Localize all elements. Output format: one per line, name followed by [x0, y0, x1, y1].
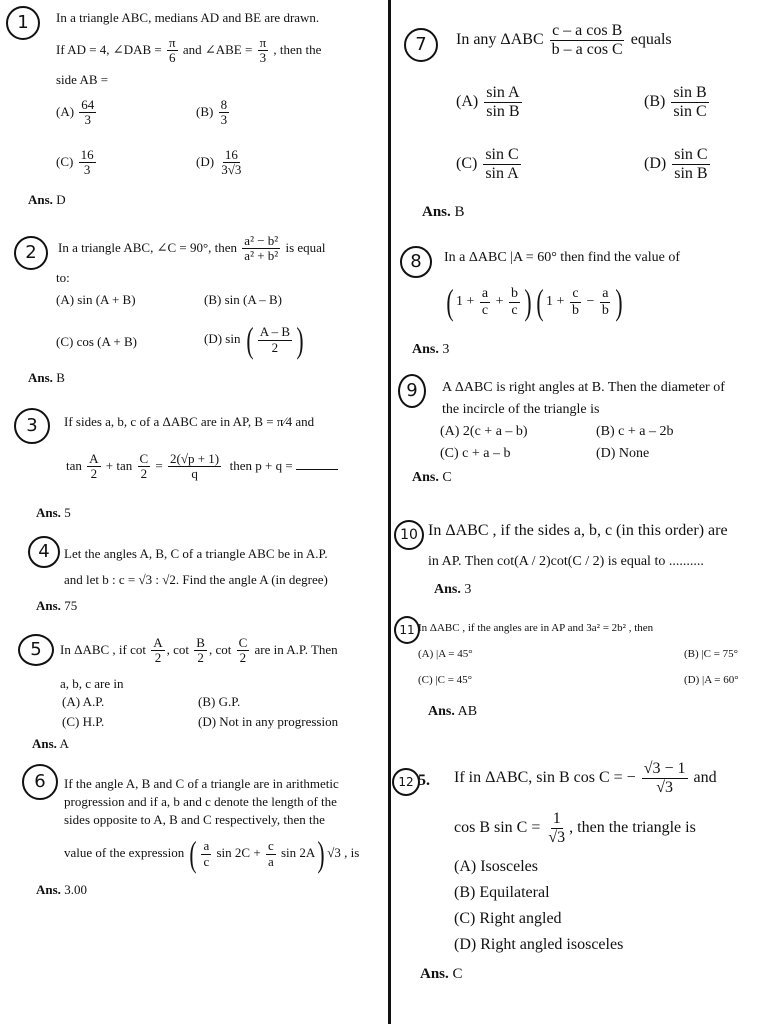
question-number-badge: 4: [28, 536, 60, 568]
option-c: (C) $\frac{16}{3}$: [56, 147, 94, 178]
question-number-badge: 7: [404, 28, 438, 62]
option-b: (B) G.P.: [198, 694, 241, 709]
option-a: (A) $\frac{\text{sin A}}{\text{sin B}}$: [456, 84, 520, 120]
question-number-badge: 6: [22, 764, 58, 800]
option-c: (C) cos (A + B): [56, 334, 137, 349]
question-text: value of the expression ( $\frac{a}{c}$ sin 2C + $\frac{c}{a}$ sin 2A) √3 , is: [64, 834, 360, 874]
answer: Ans. 3.00: [36, 882, 87, 897]
question-text: a, b, c are in: [60, 676, 124, 691]
option-a: (A) sin (A + B): [56, 292, 136, 307]
answer: Ans. D: [28, 192, 66, 207]
option-b: (B) sin (A – B): [204, 292, 282, 307]
question-text: In a triangle ABC, medians AD and BE are drawn.: [56, 10, 320, 25]
option-d: (D) Not in any progression: [198, 714, 339, 729]
answer: Ans. C: [420, 966, 463, 982]
option-c: (C) Right angled: [454, 910, 562, 927]
option-b: (B) |C = 75°: [684, 648, 739, 660]
question-number-badge: 11: [394, 616, 420, 644]
answer: Ans. AB: [428, 704, 478, 719]
question-text: If sides a, b, c of a ΔABC are in AP, B = π⁄4 and: [64, 414, 315, 429]
question-text: cos B sin C = $\frac{1}{√3}$ , then the triangle is: [454, 810, 696, 846]
answer: Ans. 3: [412, 342, 450, 357]
option-b: (B) c + a – 2b: [596, 424, 674, 439]
option-d: (D) None: [596, 446, 650, 461]
answer-blank: [296, 459, 338, 470]
question-text: In ΔABC , if the angles are in AP and 3a² = 2b² , then: [418, 622, 654, 634]
question-number-badge: 12: [392, 768, 420, 796]
question-text: in AP. Then cot(A / 2)cot(C / 2) is equal to ..........: [428, 554, 704, 569]
question-text: In any ΔABC $\frac{\text{c – a cos B}}{\text{b – a cos C}}$ equals: [456, 22, 672, 58]
question-text: and let b : c = √3 : √2. Find the angle A (in degree): [64, 572, 328, 587]
option-a: (A) 2(c + a – b): [440, 424, 528, 439]
question-number-badge: 1: [6, 6, 40, 40]
question-text: the incircle of the triangle is: [442, 402, 600, 417]
option-c: (C) c + a – b: [440, 446, 511, 461]
question-text: In a ΔABC |A = 60° then find the value of: [444, 250, 681, 265]
option-b: (B) $\frac{8}{3}$: [196, 97, 228, 128]
question-text: If in ΔABC, sin B cos C = − $\frac{√3 - 1}{√3}$ and: [454, 760, 717, 796]
option-a: (A) Isosceles: [454, 858, 538, 875]
column-divider: [388, 0, 391, 1024]
option-c: (C) $\frac{\text{sin C}}{\text{sin A}}$: [456, 146, 519, 182]
question-text: If the angle A, B and C of a triangle are in arithmetic: [64, 776, 339, 791]
question-text: Let the angles A, B, C of a triangle ABC be in A.P.: [64, 546, 328, 561]
answer: Ans. 75: [36, 598, 78, 613]
option-d: (D) $\frac{16}{3√3}$: [196, 147, 242, 178]
option-c: (C) |C = 45°: [418, 674, 473, 686]
question-text: If AD = 4, ∠DAB = $\frac{\pi}{6}$ and ∠ABE = $\frac{\pi}{3}$ , then the: [56, 35, 322, 66]
answer: Ans. 5: [36, 505, 71, 520]
question-text: sides opposite to A, B and C respectively, then the: [64, 812, 325, 827]
option-c: (C) H.P.: [62, 714, 105, 729]
question-number-badge: 3: [14, 408, 50, 444]
answer: Ans. B: [28, 370, 65, 385]
option-d: (D) $\frac{\text{sin C}}{\text{sin B}}$: [644, 146, 708, 182]
option-a: (A) A.P.: [62, 694, 105, 709]
option-d: (D) |A = 60°: [684, 674, 739, 686]
question-text: progression and if a, b and c denote the length of the: [64, 794, 337, 809]
answer: Ans. C: [412, 470, 452, 485]
option-d: (D) Right angled isosceles: [454, 936, 624, 953]
question-text: In ΔABC , if the sides a, b, c (in this order) are: [428, 522, 728, 539]
question-text: tan $\frac{A}{2}$ + tan $\frac{C}{2}$ = $\frac{2(√p + 1)}{q}$ then p + q =: [66, 452, 338, 482]
option-a: (A) |A = 45°: [418, 648, 473, 660]
option-a: (A) $\frac{64}{3}$: [56, 97, 95, 128]
option-b: (B) $\frac{\text{sin B}}{\text{sin C}}$: [644, 84, 707, 120]
question-text: side AB =: [56, 72, 109, 87]
option-d: (D) sin ( $\frac{A - B}{2}$ ): [204, 320, 304, 360]
question-text: ( 1 + $\frac{a}{c}$ + $\frac{b}{c}$ ) ( 1 + $\frac{c}{b}$ − $\frac{a}{b}$ ): [446, 282, 623, 322]
question-suffix: 5.: [418, 772, 430, 789]
question-number-badge: 10: [394, 520, 424, 550]
answer: Ans. B: [422, 204, 465, 220]
question-text: In ΔABC , if cot $\frac{A}{2}$ , cot $\frac{B}{2}$ , cot $\frac{C}{2}$ are in A.P. Then: [60, 635, 338, 666]
option-b: (B) Equilateral: [454, 884, 550, 901]
question-text: to:: [56, 270, 70, 285]
question-text: A ΔABC is right angles at B. Then the diameter of: [442, 380, 725, 395]
question-number-badge: 9: [398, 374, 426, 408]
answer: Ans. A: [32, 736, 69, 751]
answer: Ans. 3: [434, 582, 472, 597]
question-number-badge: 5: [18, 634, 54, 666]
question-number-badge: 8: [400, 246, 432, 278]
question-text: In a triangle ABC, ∠C = 90°, then $\frac{\text{a² − b²}}{\text{a² + b²}}$ is equal: [58, 233, 326, 264]
question-number-badge: 2: [14, 236, 48, 270]
